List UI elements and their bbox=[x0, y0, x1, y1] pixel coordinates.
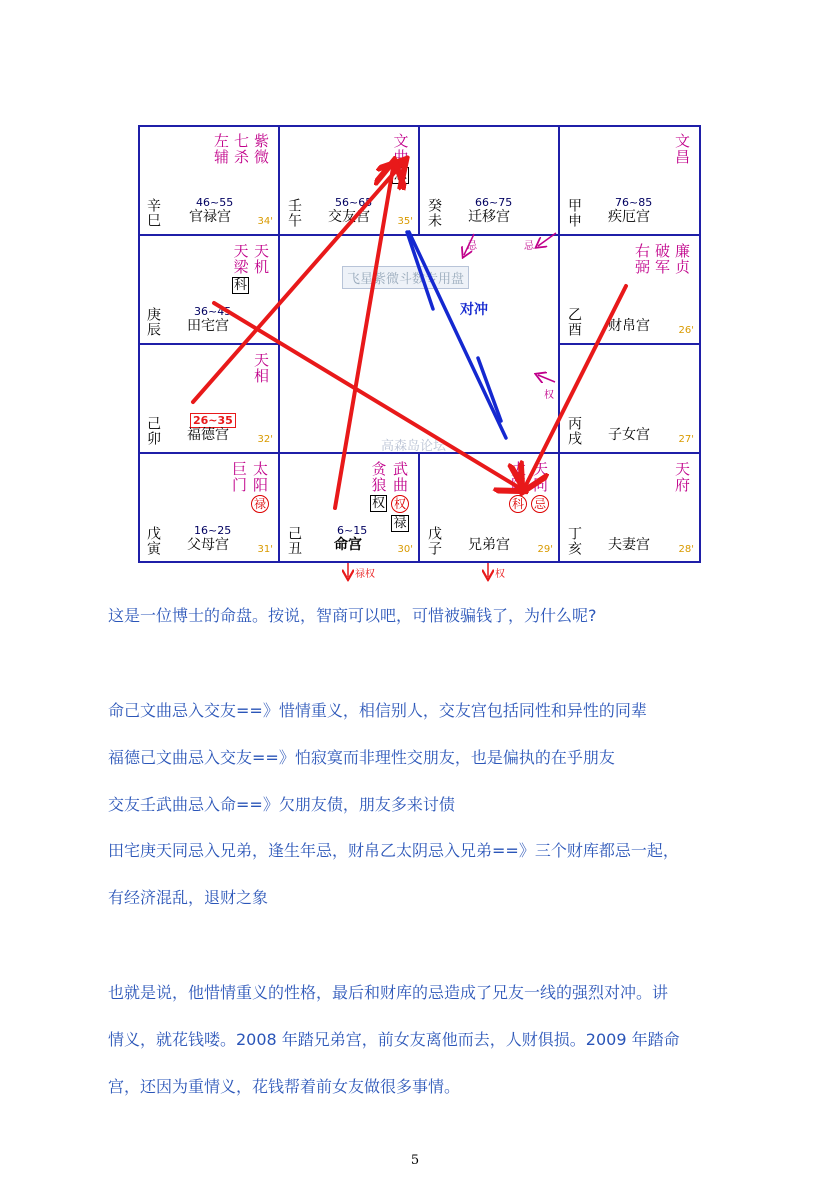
forum-watermark: 高森岛论坛 bbox=[381, 439, 447, 454]
star: 破军 bbox=[653, 243, 671, 275]
palace-name: 福德宫 bbox=[187, 427, 229, 443]
hua-quan-marker: 权 bbox=[391, 495, 409, 513]
paragraph-line: 命己文曲忌入交友==》惜情重义，相信别人，交友宫包括同性和异性的同辈 bbox=[108, 701, 647, 720]
age: 35' bbox=[397, 216, 413, 227]
range: 56~65 bbox=[335, 196, 373, 209]
palace-name: 财帛宫 bbox=[608, 318, 650, 334]
ganzhi: 己卯 bbox=[145, 416, 161, 446]
palace-name: 田宅宫 bbox=[187, 318, 229, 334]
star: 七杀 bbox=[232, 133, 250, 165]
arrow-fude-to-jiaoyou bbox=[193, 165, 401, 402]
arrow-caibo-to-xiongdi bbox=[526, 286, 626, 485]
paragraph-intro: 这是一位博士的命盘。按说，智商可以吧，可惜被骗钱了，为什么呢? bbox=[108, 606, 597, 625]
blue-line-1 bbox=[407, 232, 433, 309]
age: 31' bbox=[257, 544, 273, 555]
arrow-ming-to-jiaoyou bbox=[335, 168, 393, 508]
palace-name: 命宫 bbox=[334, 537, 362, 553]
range: 66~75 bbox=[475, 196, 513, 209]
range: 76~85 bbox=[615, 196, 653, 209]
below-label-chou: 禄权 bbox=[355, 569, 375, 580]
ganzhi: 壬午 bbox=[286, 198, 302, 228]
age: 29' bbox=[537, 544, 553, 555]
palace-name: 兄弟宫 bbox=[468, 537, 510, 553]
hua-lu-marker: 禄 bbox=[393, 516, 407, 531]
mag-arrow-3 bbox=[538, 375, 555, 382]
star: 天机 bbox=[252, 243, 270, 275]
mag-arrow-1 bbox=[464, 234, 474, 255]
paragraph-line: 交友壬武曲忌入命==》欠朋友债，朋友多来讨债 bbox=[108, 795, 455, 814]
star: 武曲 bbox=[391, 461, 409, 493]
range-highlight: 26~35 bbox=[190, 413, 236, 428]
palace-name: 父母宫 bbox=[187, 537, 229, 553]
center-label: 对冲 bbox=[460, 302, 488, 318]
ganzhi: 丁亥 bbox=[566, 526, 582, 556]
page-number: 5 bbox=[410, 1153, 420, 1168]
range: 36~45 bbox=[194, 305, 232, 318]
star: 紫微 bbox=[252, 133, 270, 165]
age: 26' bbox=[678, 325, 694, 336]
palace-name: 迁移宫 bbox=[468, 209, 510, 225]
below-label-zi: 权 bbox=[495, 569, 505, 580]
watermark-label: 飞星紫微斗数专用盘 bbox=[342, 266, 469, 289]
palace-name: 官禄宫 bbox=[189, 209, 231, 225]
flight-arrows bbox=[138, 125, 701, 595]
ganzhi: 己丑 bbox=[286, 526, 302, 556]
ziwei-chart bbox=[138, 125, 701, 580]
ganzhi: 丙戌 bbox=[566, 416, 582, 446]
star: 贪狼 bbox=[369, 461, 388, 493]
range: 46~55 bbox=[196, 196, 234, 209]
hua-ke-marker: 科 bbox=[509, 495, 527, 513]
paragraph-line: 田宅庚天同忌入兄弟，逢生年忌，财帛乙太阴忌入兄弟==》三个财库都忌一起， bbox=[108, 841, 679, 860]
hua-ji-marker: 忌 bbox=[531, 495, 549, 513]
mag-arrow-2 bbox=[538, 233, 556, 246]
ji-label-2: 忌 bbox=[524, 241, 534, 252]
star: 文曲 bbox=[391, 133, 410, 165]
ganzhi: 辛巳 bbox=[145, 198, 161, 228]
age: 32' bbox=[257, 434, 273, 445]
star: 天府 bbox=[673, 461, 691, 493]
age: 28' bbox=[678, 544, 694, 555]
hua-ji-marker: 忌 bbox=[393, 168, 407, 183]
star: 太阴 bbox=[509, 461, 527, 493]
paragraph-line: 有经济混乱，退财之象 bbox=[108, 888, 269, 907]
star: 右弼 bbox=[633, 243, 651, 275]
quan-label: 权 bbox=[544, 390, 554, 401]
paragraph-line: 福德己文曲忌入交友==》怕寂寞而非理性交朋友，也是偏执的在乎朋友 bbox=[108, 748, 615, 767]
ganzhi: 戊子 bbox=[426, 526, 442, 556]
range: 6~15 bbox=[337, 524, 368, 537]
ganzhi: 庚辰 bbox=[145, 307, 161, 337]
star: 天同 bbox=[531, 461, 549, 493]
paragraph-line: 也就是说，他惜情重义的性格，最后和财库的忌造成了兄友一线的强烈对冲。讲 bbox=[108, 983, 669, 1002]
palace-name: 疾厄宫 bbox=[608, 209, 650, 225]
palace-name: 交友宫 bbox=[328, 209, 370, 225]
star: 太阳 bbox=[251, 461, 269, 493]
ganzhi: 癸未 bbox=[426, 198, 442, 228]
ganzhi: 甲申 bbox=[566, 198, 582, 228]
star: 文昌 bbox=[673, 133, 691, 165]
palace-name: 子女宫 bbox=[608, 427, 650, 443]
star: 巨门 bbox=[230, 461, 248, 493]
star: 天梁 bbox=[231, 243, 250, 275]
hua-lu-marker: 禄 bbox=[251, 495, 269, 513]
age: 27' bbox=[678, 434, 694, 445]
palace-name: 夫妻宫 bbox=[608, 537, 650, 553]
range: 16~25 bbox=[194, 524, 232, 537]
ganzhi: 乙酉 bbox=[566, 307, 582, 337]
star: 廉贞 bbox=[673, 243, 691, 275]
paragraph-line: 宫，还因为重情义，花钱帮着前女友做很多事情。 bbox=[108, 1077, 461, 1096]
hua-ke-marker: 科 bbox=[233, 278, 247, 293]
star: 左辅 bbox=[212, 133, 230, 165]
ganzhi: 戊寅 bbox=[145, 526, 161, 556]
ji-label-1: 忌 bbox=[467, 241, 477, 252]
paragraph-line: 情义，就花钱喽。2008 年踏兄弟宫，前女友离他而去，人财俱损。2009 年踏命 bbox=[108, 1030, 680, 1049]
blue-line-2 bbox=[409, 232, 506, 438]
age: 30' bbox=[397, 544, 413, 555]
star: 天相 bbox=[252, 352, 270, 384]
age: 34' bbox=[257, 216, 273, 227]
hua-quan-marker: 权 bbox=[371, 496, 385, 511]
